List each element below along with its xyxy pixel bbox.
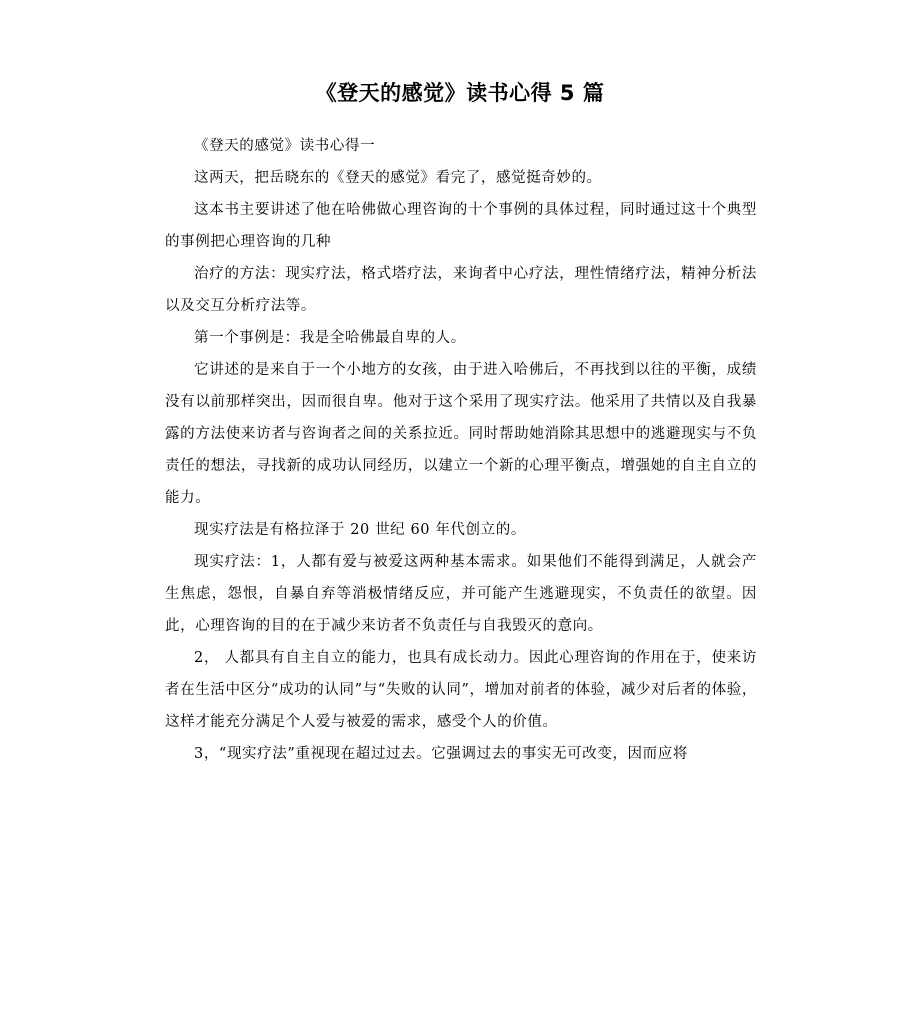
paragraph: 它讲述的是来自于一个小地方的女孩，由于进入哈佛后，不再找到以往的平衡，成绩没有以前那样突出，因而很自卑。他对于这个采用了现实疗法。他采用了共情以及自我暴露的方法使来访者与咨询者之间的关系拉近。同时帮助她消除其思想中的逃避现实与不负责任的想法，寻找新的成功认同经历，以建立一个新的心理平衡点，增强她的自主自立的能力。 <box>165 362 757 506</box>
paragraph: 现实疗法是有格拉泽于 20 世纪 60 年代创立的。 <box>194 522 526 538</box>
paragraph: 这本书主要讲述了他在哈佛做心理咨询的十个事例的具体过程，同时通过这十个典型的事例把心理咨询的几种 <box>165 202 757 250</box>
paragraph: 2， 人都具有自主自立的能力，也具有成长动力。因此心理咨询的作用在于，使来访者在生活中区分“成功的认同”与“失败的认同”，增加对前者的体验，减少对后者的体验，这样才能充分满足个人爱与被爱的需求，感受个人的价值。 <box>165 650 757 730</box>
section-heading: 《登天的感觉》读书心得一 <box>194 138 376 154</box>
paragraph: 3，“现实疗法”重视现在超过过去。它强调过去的事实无可改变，因而应将 <box>194 746 688 762</box>
paragraph: 治疗的方法：现实疗法，格式塔疗法，来询者中心疗法，理性情绪疗法，精神分析法以及交互分析疗法等。 <box>165 266 757 314</box>
document-body <box>165 130 757 770</box>
paragraph: 第一个事例是：我是全哈佛最自卑的人。 <box>194 330 466 346</box>
document-title: 《登天的感觉》读书心得 5 篇 <box>315 81 605 106</box>
paragraph: 现实疗法：1，人都有爱与被爱这两种基本需求。如果他们不能得到满足，人就会产生焦虑，怨恨，自暴自弃等消极情绪反应，并可能产生逃避现实，不负责任的欲望。因此，心理咨询的目的在于减少来访者不负责任与自我毁灭的意向。 <box>165 554 757 634</box>
paragraph: 这两天，把岳晓东的《登天的感觉》看完了，感觉挺奇妙的。 <box>194 170 602 186</box>
